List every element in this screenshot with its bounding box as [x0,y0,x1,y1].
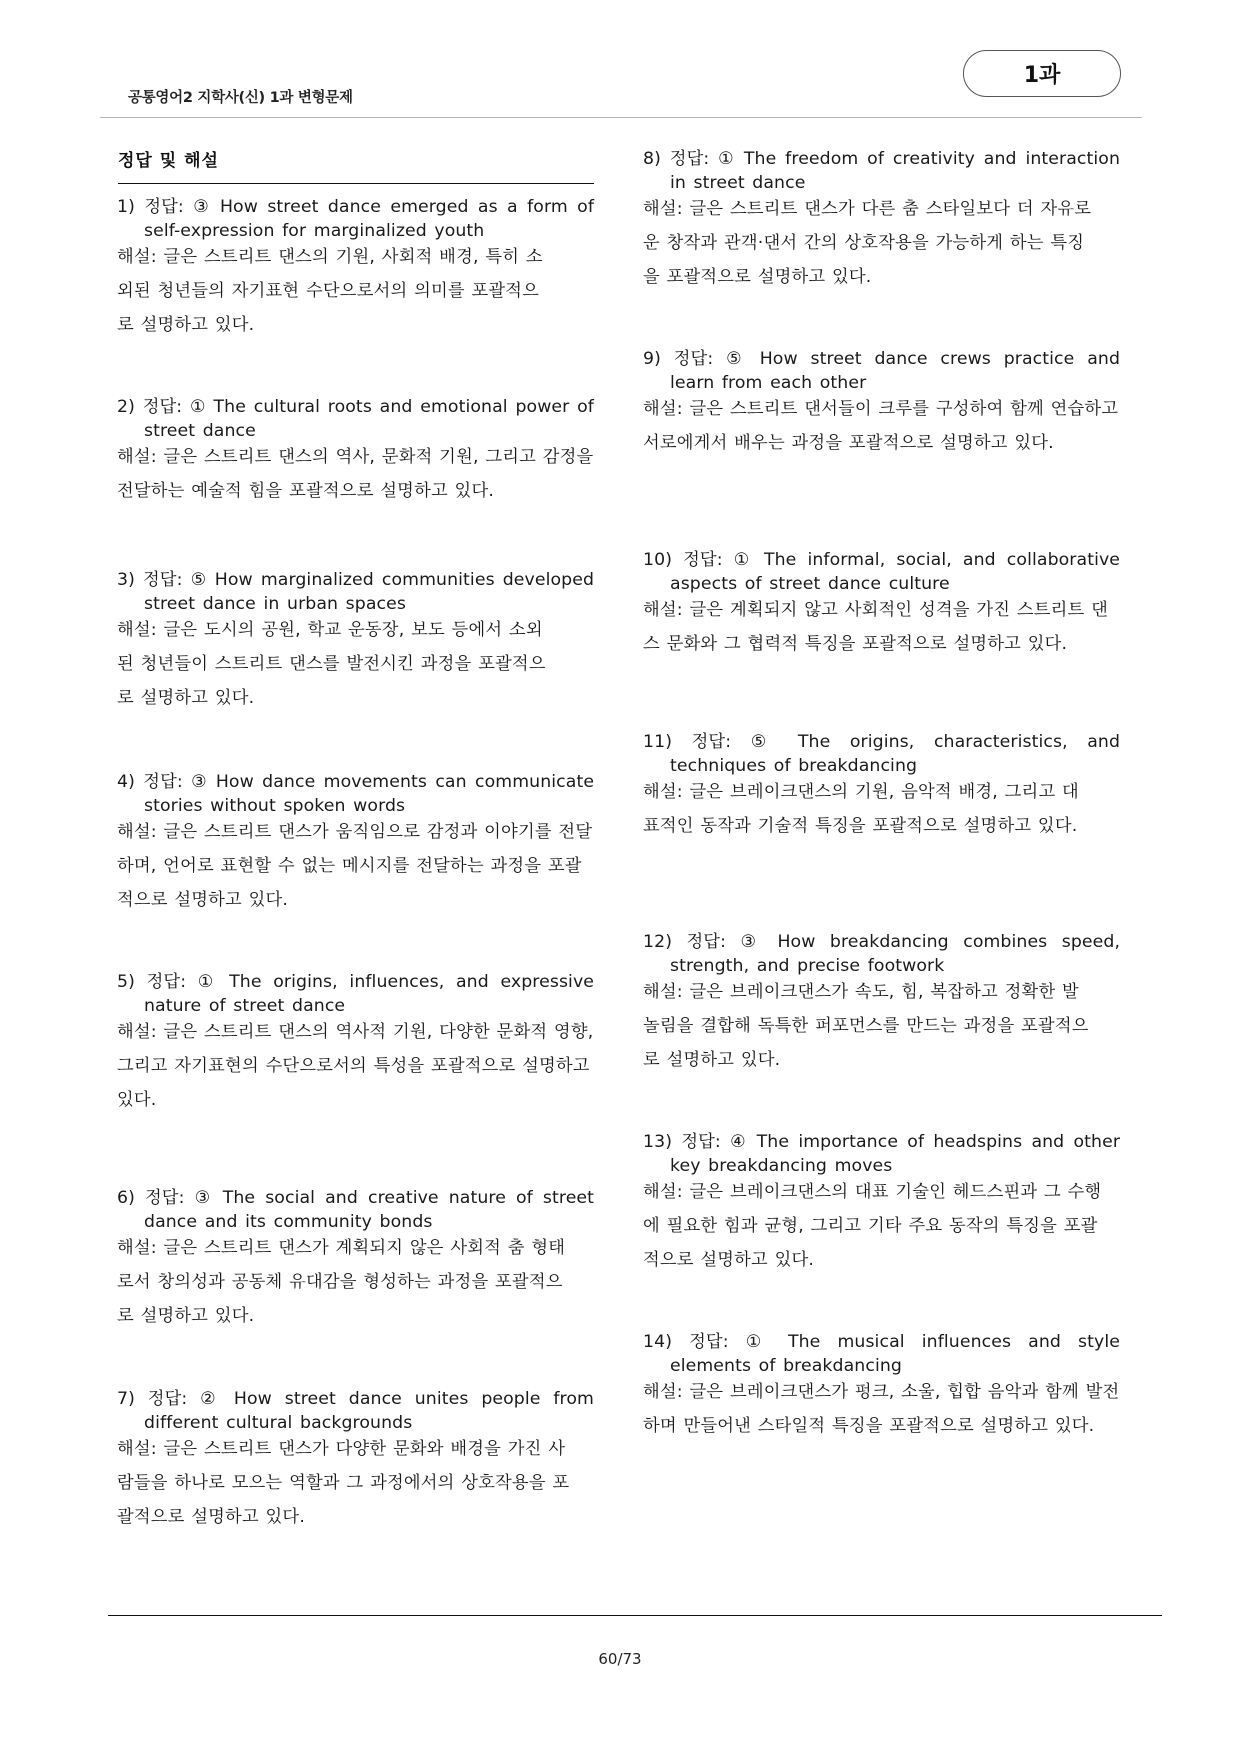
answer-item-7 [117,1387,594,1534]
answer-line [117,770,594,818]
page-number: 60/73 [598,1650,642,1668]
answer-item-12 [643,930,1120,1077]
section-title: 정답 및 해설 [118,151,219,171]
answer-line [117,568,594,616]
choice-marker: ③ [191,772,208,792]
item-number: 2) [117,397,135,417]
answer-label: 정답: [143,772,183,792]
explanation: 해설: 글은 스트리트 댄스의 기원, 사회적 배경, 특히 소외된 청년들의 자기표현 수단으로서의 의미를 포괄적으로 설명하고 있다. [117,247,543,335]
answer-text: How street dance unites people from different cultural backgrounds [144,1389,594,1433]
answer-text: How street dance crews practice and learn from each other [670,349,1121,393]
answer-text: How street dance emerged as a form of self-expression for marginalized youth [144,197,595,241]
item-number: 12) [643,932,673,952]
answer-line [117,395,594,443]
answer-label: 정답: [145,1188,185,1208]
choice-marker: ④ [730,1132,748,1152]
answer-label: 정답: [147,1389,188,1409]
answer-item-13 [643,1130,1120,1277]
explanation: 해설: 글은 스트리트 댄스가 다양한 문화와 배경을 가진 사람들을 하나로 모으는 역할과 그 과정에서의 상호작용을 포괄적으로 설명하고 있다. [117,1439,570,1527]
item-number: 1) [117,197,135,217]
answer-item-11 [643,730,1120,843]
answer-label: 정답: [142,397,183,417]
answer-line [643,548,1120,596]
answer-text: The musical influences and style elements of breakdancing [670,1332,1120,1376]
answer-line [117,970,594,1018]
document-title: 공통영어2 지학사(신) 1과 변형문제 [128,90,353,106]
lesson-badge [963,50,1121,97]
answer-item-8 [643,147,1120,294]
answer-line [643,1330,1120,1378]
explanation: 해설: 글은 브레이크댄스의 대표 기술인 헤드스핀과 그 수행에 필요한 힘과 균형, 그리고 기타 주요 동작의 특징을 포괄적으로 설명하고 있다. [643,1182,1102,1270]
explanation: 해설: 글은 스트리트 댄서들이 크루를 구성하여 함께 연습하고 서로에게서 배우는 과정을 포괄적으로 설명하고 있다. [643,399,1119,453]
explanation: 해설: 글은 브레이크댄스가 펑크, 소울, 힙합 음악과 함께 발전하며 만들어낸 스타일적 특징을 포괄적으로 설명하고 있다. [643,1382,1120,1436]
item-number: 3) [117,570,135,590]
explanation: 해설: 글은 스트리트 댄스가 다른 춤 스타일보다 더 자유로운 창작과 관객·댄서 간의 상호작용을 가능하게 하는 특징을 포괄적으로 설명하고 있다. [643,199,1092,287]
choice-marker: ① [733,550,753,570]
header-divider [100,117,1142,118]
answer-item-4 [117,770,594,917]
choice-marker: ⑤ [190,570,207,590]
answer-item-6 [117,1186,594,1333]
choice-marker: ⑤ [750,732,779,752]
choice-marker: ③ [193,197,211,217]
answer-item-3 [117,568,594,715]
answer-text: The origins, influences, and expressive nature of street dance [144,972,595,1016]
answer-label: 정답: [683,550,723,570]
answer-item-1 [117,195,594,342]
item-number: 13) [643,1132,673,1152]
choice-marker: ① [745,1332,771,1352]
explanation: 해설: 글은 스트리트 댄스가 계획되지 않은 사회적 춤 형태로서 창의성과 공동체 유대감을 형성하는 과정을 포괄적으로 설명하고 있다. [117,1238,566,1326]
answer-text: The informal, social, and collaborative aspects of street dance culture [670,550,1121,594]
choice-marker: ① [189,397,206,417]
item-number: 11) [643,732,673,752]
item-number: 9) [643,349,661,369]
answer-label: 정답: [143,570,183,590]
answer-label: 정답: [691,732,732,752]
answer-line [117,1387,594,1435]
explanation: 해설: 글은 브레이크댄스의 기원, 음악적 배경, 그리고 대표적인 동작과 기술적 특징을 포괄적으로 설명하고 있다. [643,782,1079,836]
explanation: 해설: 글은 스트리트 댄스의 역사적 기원, 다양한 문화적 영향, 그리고 자기표현의 수단으로서의 특성을 포괄적으로 설명하고 있다. [117,1022,594,1110]
choice-marker: ① [197,972,218,992]
explanation: 해설: 글은 계획되지 않고 사회적인 성격을 가진 스트리트 댄스 문화와 그 협력적 특징을 포괄적으로 설명하고 있다. [643,600,1109,654]
explanation: 해설: 글은 스트리트 댄스가 움직임으로 감정과 이야기를 전달하며, 언어로 표현할 수 없는 메시지를 전달하는 과정을 포괄적으로 설명하고 있다. [117,822,593,910]
answer-text: The cultural roots and emotional power of street dance [144,397,594,441]
answer-label: 정답: [669,149,710,169]
explanation: 해설: 글은 도시의 공원, 학교 운동장, 보도 등에서 소외된 청년들이 스트리트 댄스를 발전시킨 과정을 포괄적으로 설명하고 있다. [117,620,546,708]
answer-text: The origins, characteristics, and techniques of breakdancing [670,732,1121,776]
item-number: 4) [117,772,135,792]
answer-item-2 [117,395,594,508]
answer-label: 정답: [146,972,187,992]
explanation: 해설: 글은 브레이크댄스가 속도, 힘, 복잡하고 정확한 발놀림을 결합해 독특한 퍼포먼스를 만드는 과정을 포괄적으로 설명하고 있다. [643,982,1089,1070]
item-number: 10) [643,550,673,570]
answer-line [643,1130,1120,1178]
answer-text: How breakdancing combines speed, strength, and precise footwork [670,932,1121,976]
item-number: 14) [643,1332,673,1352]
answer-line [643,930,1120,978]
answer-label: 정답: [686,932,727,952]
answer-item-10 [643,548,1120,661]
item-number: 8) [643,149,661,169]
choice-marker: ③ [194,1188,213,1208]
explanation: 해설: 글은 스트리트 댄스의 역사, 문화적 기원, 그리고 감정을 전달하는 예술적 힘을 포괄적으로 설명하고 있다. [117,447,594,501]
item-number: 7) [117,1389,135,1409]
answer-line [643,730,1120,778]
answer-label: 정답: [681,1132,721,1152]
answer-label: 정답: [689,1332,729,1352]
choice-marker: ① [718,149,736,169]
section-divider [118,183,594,184]
answer-text: How marginalized communities developed street dance in urban spaces [144,570,595,614]
answer-text: How dance movements can communicate stories without spoken words [144,772,595,816]
choice-marker: ⑤ [726,349,747,369]
footer-divider [108,1615,1162,1616]
answer-line [117,1186,594,1234]
answer-item-5 [117,970,594,1117]
answer-label: 정답: [144,197,184,217]
lesson-badge-label: 1과 [1023,63,1061,88]
answer-item-14 [643,1330,1120,1443]
item-number: 6) [117,1188,135,1208]
answer-line [643,347,1120,395]
item-number: 5) [117,972,135,992]
answer-item-9 [643,347,1120,460]
answer-line [117,195,594,243]
answer-line [643,147,1120,195]
answer-text: The importance of headspins and other key breakdancing moves [670,1132,1121,1176]
choice-marker: ③ [740,932,763,952]
answer-text: The social and creative nature of street dance and its community bonds [144,1188,595,1232]
answer-text: The freedom of creativity and interaction in street dance [670,149,1121,193]
answer-label: 정답: [673,349,714,369]
choice-marker: ② [200,1389,222,1409]
